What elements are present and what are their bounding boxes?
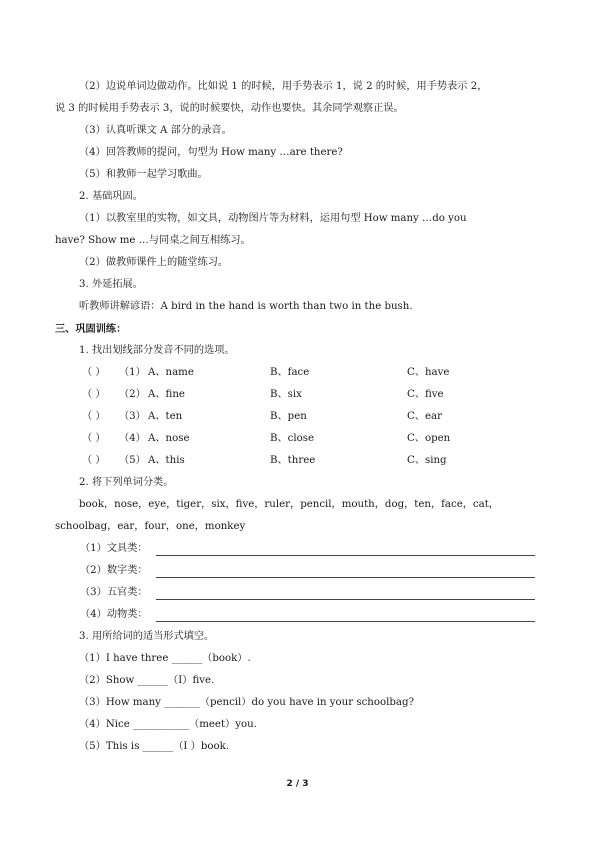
mcq-option-a: A、ten: [148, 411, 183, 422]
mcq-number: （4）: [119, 433, 146, 444]
mcq-paren: （ ）: [82, 389, 106, 400]
mcq-paren: （ ）: [82, 455, 106, 466]
answer-line[interactable]: [156, 621, 535, 622]
category-row: [80, 608, 535, 622]
word-list: book，nose，eye，tiger，six，five，ruler，pencil，mouth，dog，ten，face，cat，: [79, 499, 499, 510]
answer-line[interactable]: [156, 577, 535, 578]
fill-item: （4）Nice ___________（meet）you.: [79, 719, 257, 730]
mcq-option-a: A、fine: [148, 389, 185, 400]
mcq-paren: （ ）: [82, 433, 106, 444]
category-row: [80, 586, 535, 600]
answer-line[interactable]: [156, 599, 535, 600]
paragraph: （4）回答教师的提问，句型为 How many …are there?: [79, 147, 343, 158]
mcq-option-b: B、face: [270, 367, 310, 378]
category-label: （4）动物类：: [80, 609, 148, 620]
mcq-option-a: A、this: [148, 455, 185, 466]
mcq-option-c: C、open: [407, 433, 451, 444]
mcq-option-b: B、close: [270, 433, 315, 444]
mcq-option-c: C、have: [407, 367, 450, 378]
paragraph: （2）做教师课件上的随堂练习。: [79, 257, 229, 268]
fill-item: （2）Show ______（I）five.: [79, 675, 215, 686]
mcq-option-a: A、name: [148, 367, 194, 378]
page-number: 2 / 3: [286, 779, 309, 789]
mcq-paren: （ ）: [82, 411, 106, 422]
paragraph: （2）边说单词边做动作。比如说 1 的时候，用手势表示 1，说 2 的时候，用手势表示 2，: [79, 81, 488, 92]
mcq-number: （2）: [119, 389, 146, 400]
mcq-option-b: B、three: [270, 455, 316, 466]
fill-item: （3）How many _______（pencil）do you have in your schoolbag?: [79, 697, 414, 708]
paragraph: （3）认真听课文 A 部分的录音。: [79, 125, 232, 136]
mcq-option-b: B、pen: [270, 411, 307, 422]
answer-line[interactable]: [156, 555, 535, 556]
category-label: （2）数字类：: [80, 565, 148, 576]
paragraph: （5）和教师一起学习歌曲。: [79, 169, 208, 180]
category-row: [80, 564, 535, 578]
question-title: 1. 找出划线部分发音不同的选项。: [79, 345, 235, 356]
mcq-option-c: C、sing: [407, 455, 447, 466]
fill-item: （1）I have three ______（book）.: [79, 653, 251, 664]
mcq-option-c: C、five: [407, 389, 444, 400]
mcq-option-b: B、six: [270, 389, 302, 400]
paragraph: （1）以教室里的实物，如文具，动物图片等为材料，运用句型 How many …do you: [79, 213, 467, 224]
paragraph: have? Show me …与同桌之间互相练习。: [55, 235, 251, 246]
mcq-number: （5）: [119, 455, 146, 466]
mcq-option-a: A、nose: [148, 433, 190, 444]
word-list: schoolbag，ear，four，one，monkey: [55, 521, 246, 532]
paragraph: 听教师讲解谚语：A bird in the hand is worth than two in the bush.: [79, 301, 413, 312]
paragraph: 2. 基础巩固。: [79, 191, 143, 202]
question-title: 3. 用所给词的适当形式填空。: [79, 631, 215, 642]
question-title: 2. 将下列单词分类。: [79, 477, 174, 488]
category-label: （3）五官类：: [80, 587, 148, 598]
paragraph: 3. 外延拓展。: [79, 279, 143, 290]
category-label: （1）文具类：: [80, 543, 148, 554]
mcq-option-c: C、ear: [407, 411, 442, 422]
section-heading: 三、巩固训练：: [55, 323, 127, 335]
fill-item: （5）This is ______（I ）book.: [79, 741, 230, 752]
mcq-paren: （ ）: [82, 367, 106, 378]
mcq-number: （1）: [119, 367, 146, 378]
category-row: [80, 542, 535, 556]
mcq-number: （3）: [119, 411, 146, 422]
paragraph: 说 3 的时候用手势表示 3，说的时候要快，动作也要快。其余同学观察正误。: [55, 103, 404, 114]
